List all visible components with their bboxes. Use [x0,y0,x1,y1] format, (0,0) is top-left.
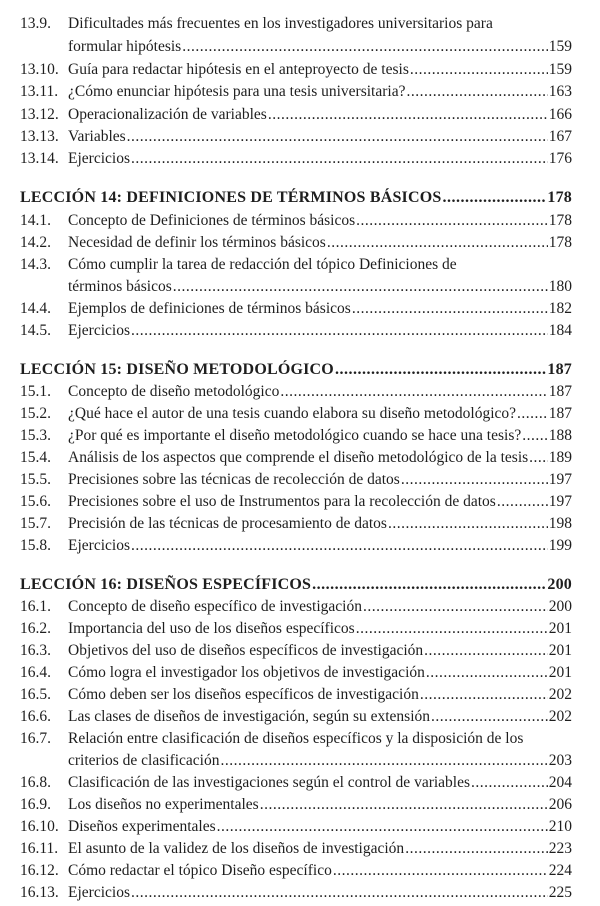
toc-entry [20,81,572,103]
entry-title: Cómo logra el investigador los objetivos de investigación [68,664,425,681]
lesson-title: LECCIÓN 14: DEFINICIONES DE TÉRMINOS BÁSICOS [20,189,442,206]
entry-number: 16.6. [20,708,51,725]
entry-title: ¿Qué hace el autor de una tesis cuando elabora su diseño metodológico? [68,405,517,422]
entry-page: 189 [548,449,572,466]
leader-dots [131,148,548,170]
toc-entry-line [20,254,572,276]
entry-title: Cómo deben ser los diseños específicos de investigación [68,686,419,703]
toc-entry [20,662,572,684]
toc-entry [20,59,572,81]
entry-number: 16.11. [20,840,59,857]
toc-entry [20,36,572,58]
leader-dots [471,772,548,794]
entry-page: 198 [548,515,572,532]
entry-number: 14.3. [20,256,51,273]
lesson-title: LECCIÓN 16: DISEÑOS ESPECÍFICOS [20,576,312,593]
entry-title: Precisiones sobre el uso de Instrumentos para la recolección de datos [68,493,496,510]
entry-title: El asunto de la validez de los diseños de investigación [68,840,405,857]
entry-title: Ejercicios [68,150,130,167]
entry-page: 224 [548,862,572,879]
entry-number: 15.6. [20,493,51,510]
entry-page: 187 [548,383,572,400]
toc-entry [20,320,572,342]
entry-number: 13.9. [20,15,51,32]
entry-page: 206 [548,796,572,813]
entry-page: 188 [548,427,572,444]
leader-dots [522,425,548,447]
toc-entry [20,298,572,320]
entry-number: 16.10. [20,818,59,835]
entry-title: Diseños experimentales [68,818,216,835]
entry-number: 13.11. [20,83,59,100]
entry-title: Concepto de diseño específico de investigación [68,598,362,615]
entry-page: 184 [548,322,572,339]
leader-dots [356,618,548,640]
entry-title: formular hipótesis [68,38,182,55]
leader-dots [131,535,548,557]
leader-dots [260,794,548,816]
entry-number: 16.4. [20,664,51,681]
toc-entry [20,838,572,860]
leader-dots [173,276,548,298]
entry-number: 14.4. [20,300,51,317]
toc-entry [20,794,572,816]
leader-dots [220,750,547,772]
entry-number: 16.1. [20,598,51,615]
toc-entry [20,750,572,772]
leader-dots [312,574,546,596]
entry-number: 15.4. [20,449,51,466]
leader-dots [280,381,547,403]
toc-entry-line [20,728,572,750]
entry-page: 201 [548,664,572,681]
entry-page: 187 [548,405,572,422]
entry-title: Operacionalización de variables [68,106,267,123]
toc-entry [20,535,572,557]
entry-page: 182 [548,300,572,317]
leader-dots [420,684,548,706]
entry-page: 178 [548,212,572,229]
leader-dots [268,104,548,126]
leader-dots [356,210,548,232]
entry-title-line1: Relación entre clasificación de diseños específicos y la disposición de los [68,730,524,747]
leader-dots [127,126,548,148]
toc-entry [20,860,572,882]
toc-entry [20,491,572,513]
leader-dots [131,320,548,342]
toc-entry [20,276,572,298]
leader-dots [217,816,548,838]
entry-title: Ejercicios [68,884,130,901]
leader-dots [182,36,548,58]
entry-number: 16.2. [20,620,51,637]
entry-page: 210 [548,818,572,835]
toc-entry [20,882,572,904]
entry-number: 13.13. [20,128,59,145]
entry-number: 16.5. [20,686,51,703]
entry-title: Precisiones sobre las técnicas de recolección de datos [68,471,400,488]
entry-number: 16.7. [20,730,51,747]
entry-number: 14.5. [20,322,51,339]
leader-dots [363,596,548,618]
entry-number: 15.5. [20,471,51,488]
toc-entry [20,513,572,535]
entry-number: 16.12. [20,862,59,879]
entry-page: 187 [547,361,572,378]
entry-title: Ejemplos de definiciones de términos básicos [68,300,351,317]
entry-title-line1: Dificultades más frecuentes en los investigadores universitarios para [68,15,493,32]
entry-number: 15.1. [20,383,51,400]
toc-entry [20,596,572,618]
entry-page: 176 [548,150,572,167]
leader-dots [529,447,548,469]
leader-dots [131,882,548,904]
lesson-heading [20,574,572,596]
entry-page: 203 [548,752,572,769]
entry-page: 178 [548,234,572,251]
leader-dots [497,491,548,513]
entry-number: 15.8. [20,537,51,554]
toc-entry [20,447,572,469]
entry-page: 202 [548,686,572,703]
entry-number: 16.13. [20,884,59,901]
leader-dots [517,403,548,425]
lesson-heading [20,359,572,381]
leader-dots [401,469,548,491]
entry-title-line1: Cómo cumplir la tarea de redacción del tópico Definiciones de [68,256,457,273]
leader-dots [333,860,548,882]
entry-title: Ejercicios [68,537,130,554]
toc-entry [20,640,572,662]
entry-page: 200 [547,576,572,593]
toc-entry [20,210,572,232]
entry-page: 159 [548,61,572,78]
entry-title: Precisión de las técnicas de procesamiento de datos [68,515,387,532]
toc-entry [20,706,572,728]
toc-entry [20,618,572,640]
entry-title: Objetivos del uso de diseños específicos de investigación [68,642,424,659]
entry-number: 16.8. [20,774,51,791]
toc-entry [20,232,572,254]
entry-number: 13.12. [20,106,59,123]
entry-page: 199 [548,537,572,554]
entry-page: 166 [548,106,572,123]
leader-dots [335,359,546,381]
entry-title: Guía para redactar hipótesis en el anteproyecto de tesis [68,61,409,78]
leader-dots [327,232,548,254]
entry-title: ¿Por qué es importante el diseño metodológico cuando se hace una tesis? [68,427,522,444]
entry-page: 178 [547,189,572,206]
entry-page: 223 [548,840,572,857]
entry-title: Las clases de diseños de investigación, según su extensión [68,708,431,725]
entry-number: 16.3. [20,642,51,659]
entry-page: 200 [548,598,572,615]
entry-title: Concepto de diseño metodológico [68,383,280,400]
entry-title: Necesidad de definir los términos básicos [68,234,326,251]
leader-dots [405,838,548,860]
entry-number: 15.3. [20,427,51,444]
entry-page: 225 [548,884,572,901]
entry-title: Análisis de los aspectos que comprende el diseño metodológico de la tesis [68,449,529,466]
toc-entry [20,425,572,447]
entry-number: 13.14. [20,150,59,167]
entry-title: ¿Cómo enunciar hipótesis para una tesis universitaria? [68,83,406,100]
entry-title: Importancia del uso de los diseños específicos [68,620,355,637]
toc-entry [20,772,572,794]
entry-number: 14.1. [20,212,51,229]
entry-title: Ejercicios [68,322,130,339]
toc-entry [20,469,572,491]
entry-page: 180 [548,278,572,295]
leader-dots [442,187,546,209]
leader-dots [431,706,548,728]
toc-entry [20,684,572,706]
entry-page: 163 [548,83,572,100]
leader-dots [410,59,548,81]
entry-number: 15.7. [20,515,51,532]
entry-title: Los diseños no experimentales [68,796,259,813]
toc-entry [20,403,572,425]
lesson-title: LECCIÓN 15: DISEÑO METODOLÓGICO [20,361,334,378]
entry-page: 201 [548,620,572,637]
entry-page: 159 [548,38,572,55]
entry-title: Variables [68,128,126,145]
entry-title: Concepto de Definiciones de términos básicos [68,212,356,229]
entry-title: términos básicos [68,278,172,295]
leader-dots [424,640,548,662]
entry-number: 14.2. [20,234,51,251]
lesson-heading [20,187,572,209]
leader-dots [406,81,547,103]
entry-page: 167 [548,128,572,145]
entry-number: 15.2. [20,405,51,422]
leader-dots [426,662,548,684]
toc-entry [20,148,572,170]
toc-entry [20,104,572,126]
leader-dots [352,298,548,320]
entry-page: 197 [548,493,572,510]
toc-entry [20,126,572,148]
entry-title: Cómo redactar el tópico Diseño específico [68,862,332,879]
toc-entry [20,816,572,838]
entry-page: 202 [548,708,572,725]
entry-page: 204 [548,774,572,791]
toc-entry-line [20,13,572,35]
entry-page: 201 [548,642,572,659]
toc-entry [20,381,572,403]
entry-page: 197 [548,471,572,488]
entry-title: Clasificación de las investigaciones según el control de variables [68,774,471,791]
entry-number: 16.9. [20,796,51,813]
leader-dots [388,513,548,535]
entry-title: criterios de clasificación [68,752,220,769]
entry-number: 13.10. [20,61,59,78]
